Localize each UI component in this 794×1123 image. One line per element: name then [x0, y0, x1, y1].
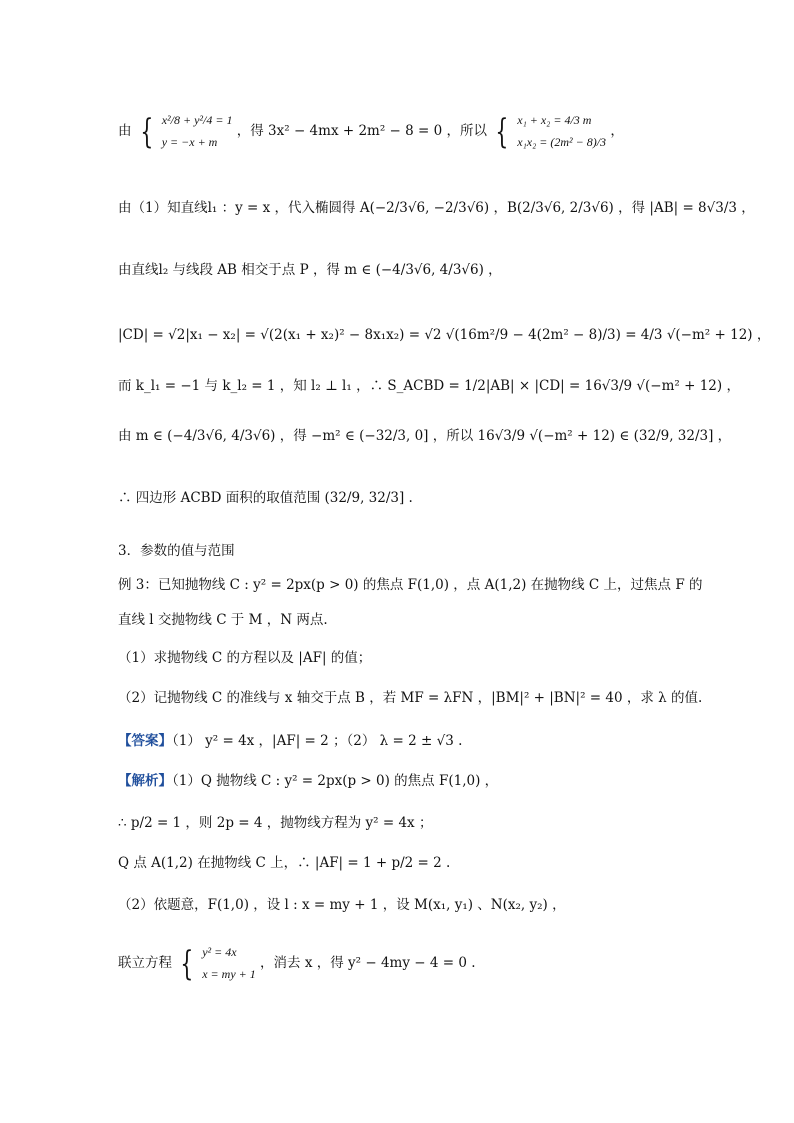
brace-icon: { — [495, 111, 509, 152]
analysis-text: （1）Q 抛物线 C : y² = 2px(p > 0) 的焦点 F(1,0) ， — [172, 773, 499, 789]
text-line-11: （1）求抛物线 C 的方程以及 |AF| 的值； — [118, 650, 372, 666]
equation-text: ，得 3x² − 4mx + 2m² − 8 = 0 ，所以 — [236, 123, 488, 140]
section-heading: 3．参数的值与范围 — [118, 543, 235, 559]
system-3 — [202, 942, 256, 985]
system-2-row-1: x₁ + x₂ = 4/3 m — [517, 113, 592, 127]
analysis-line — [118, 773, 498, 790]
text-line-15: ∴ p/2 = 1 ，则 2p = 4 ，抛物线方程为 y² = 4x ； — [118, 815, 433, 831]
text-line-12: （2）记抛物线 C 的准线与 x 轴交于点 B ，若 MF = λFN ，|BM|² + |BN|² = 40 ，求 λ 的值. — [118, 690, 703, 706]
brace-icon: { — [180, 943, 194, 984]
equation-line-18 — [118, 942, 476, 985]
brace-icon: { — [140, 111, 154, 152]
text-line-5: 而 k_l₁ = −1 与 k_l₂ = 1 ，知 l₂ ⊥ l₁ ，∴ S_ACBD = 1/2|AB| × |CD| = 16√3/9 √(−m² + 12) ， — [118, 378, 740, 394]
text-line-7: ∴ 四边形 ACBD 面积的取值范围 (32/9, 32/3] . — [118, 490, 413, 506]
equation-text: ，消去 x ，得 y² − 4my − 4 = 0 . — [260, 955, 476, 972]
system-2-row-2: x₁x₂ = (2m² − 8)/3 — [517, 134, 607, 149]
answer-text: （1） y² = 4x ，|AF| = 2 ；（2） λ = 2 ± √3 . — [172, 733, 463, 749]
text-line-17: （2）依题意，F(1,0) ，设 l : x = my + 1 ，设 M(x₁, y₁) 、N(x₂, y₂) ， — [118, 897, 566, 913]
text-line-10: 直线 l 交抛物线 C 于 M ，N 两点. — [118, 612, 328, 628]
equation-line-1 — [118, 110, 624, 153]
system-1 — [162, 110, 233, 153]
system-2 — [517, 110, 606, 153]
text-line-9: 例 3：已知抛物线 C : y² = 2px(p > 0) 的焦点 F(1,0) ，点 A(1,2) 在抛物线 C 上，过焦点 F 的 — [118, 577, 703, 593]
answer-keyword: 【答案】 — [118, 733, 172, 749]
analysis-keyword: 【解析】 — [118, 773, 172, 789]
text-line-2: 由（1）知直线l₁ ：y = x ，代入椭圆得 A(−2/3√6, −2/3√6) ，B(2/3√6, 2/3√6) ，得 |AB| = 8√3/3 ， — [118, 200, 755, 216]
system-3-row-2: x = my + 1 — [202, 966, 256, 981]
system-3-row-1: y² = 4x — [202, 945, 237, 959]
text-line-3: 由直线l₂ 与线段 AB 相交于点 P ，得 m ∈ (−4/3√6, 4/3√6) ， — [118, 262, 502, 278]
text-line-16: Q 点 A(1,2) 在抛物线 C 上，∴ |AF| = 1 + p/2 = 2 . — [118, 855, 451, 871]
text-lianli: 联立方程 — [118, 955, 172, 972]
text-you: 由 — [118, 123, 132, 140]
comma: ， — [610, 123, 624, 140]
system-1-row-1: x²/8 + y²/4 = 1 — [161, 113, 233, 127]
answer-line — [118, 733, 462, 750]
system-1-row-2: y = −x + m — [161, 134, 218, 149]
text-line-4: |CD| = √2|x₁ − x₂| = √(2(x₁ + x₂)² − 8x₁x₂) = √2 √(16m²/9 − 4(2m² − 8)/3) = 4/3 √(−m² + 12) ， — [118, 327, 771, 343]
text-line-6: 由 m ∈ (−4/3√6, 4/3√6) ，得 −m² ∈ (−32/3, 0] ，所以 16√3/9 √(−m² + 12) ∈ (32/9, 32/3] ， — [118, 428, 732, 444]
